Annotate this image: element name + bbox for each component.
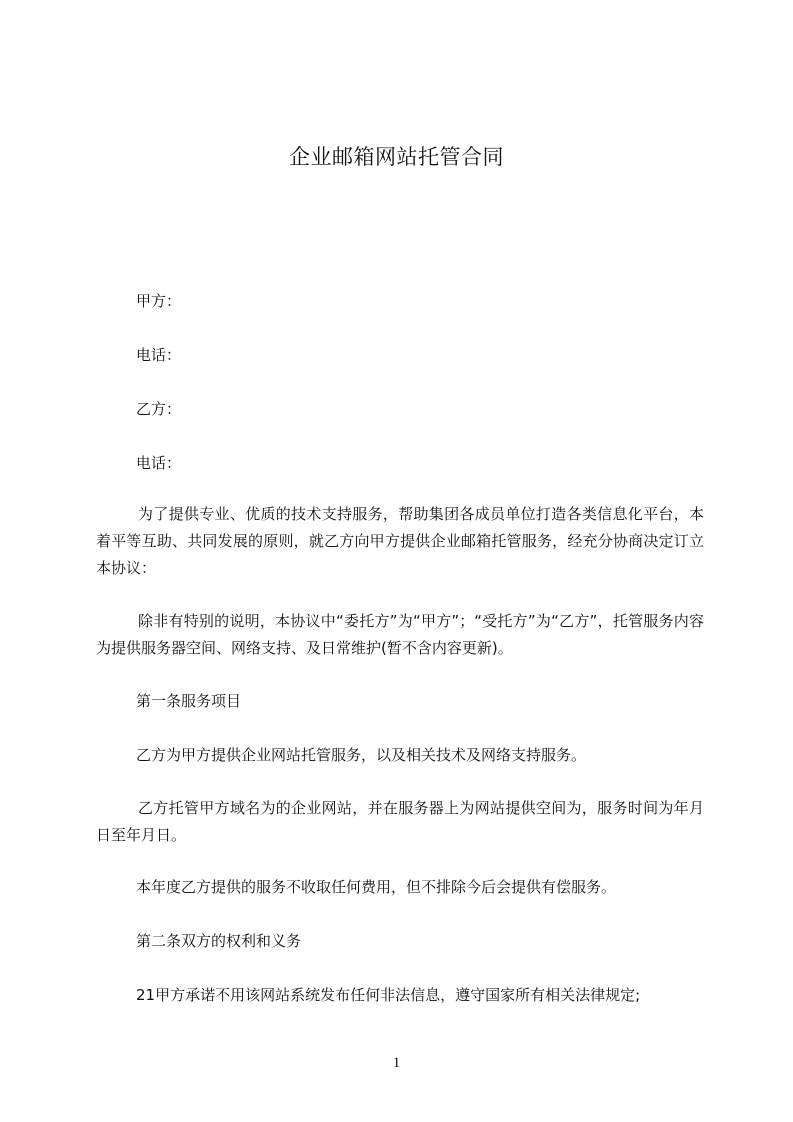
document-title: 企业邮箱网站托管合同 (289, 145, 504, 169)
article-1-item-3: 本年度乙方提供的服务不收取任何费用，但不排除今后会提供有偿服务。 (136, 878, 617, 896)
party-b-label: 乙方： (136, 400, 182, 418)
definition-paragraph: 除非有特别的说明，本协议中“委托方”为“甲方”；“受托方”为“乙方”，托管服务内容为提供服务器空间、网络支持、及日常维护(暂不含内容更新)。 (96, 612, 704, 657)
page-number: 1 (392, 1055, 401, 1071)
article-1-item-1: 乙方为甲方提供企业网站托管服务，以及相关技术及网络支持服务。 (136, 746, 587, 764)
party-a-phone-label: 电话： (136, 346, 182, 364)
article-1-heading: 第一条服务项目 (136, 692, 242, 710)
article-2-item-1: 21甲方承诺不用该网站系统发布任何非法信息，遵守国家所有相关法律规定; (136, 986, 641, 1004)
party-b-phone-label: 电话： (136, 454, 182, 472)
article-2-heading: 第二条双方的权利和义务 (136, 932, 302, 950)
party-a-label: 甲方： (136, 292, 182, 310)
article-1-item-2: 乙方托管甲方域名为的企业网站，并在服务器上为网站提供空间为，服务时间为年月日至年月日。 (96, 799, 704, 844)
intro-paragraph: 为了提供专业、优质的技术支持服务，帮助集团各成员单位打造各类信息化平台，本着平等互助、共同发展的原则，就乙方向甲方提供企业邮箱托管服务，经充分协商决定订立本协议： (96, 505, 704, 577)
